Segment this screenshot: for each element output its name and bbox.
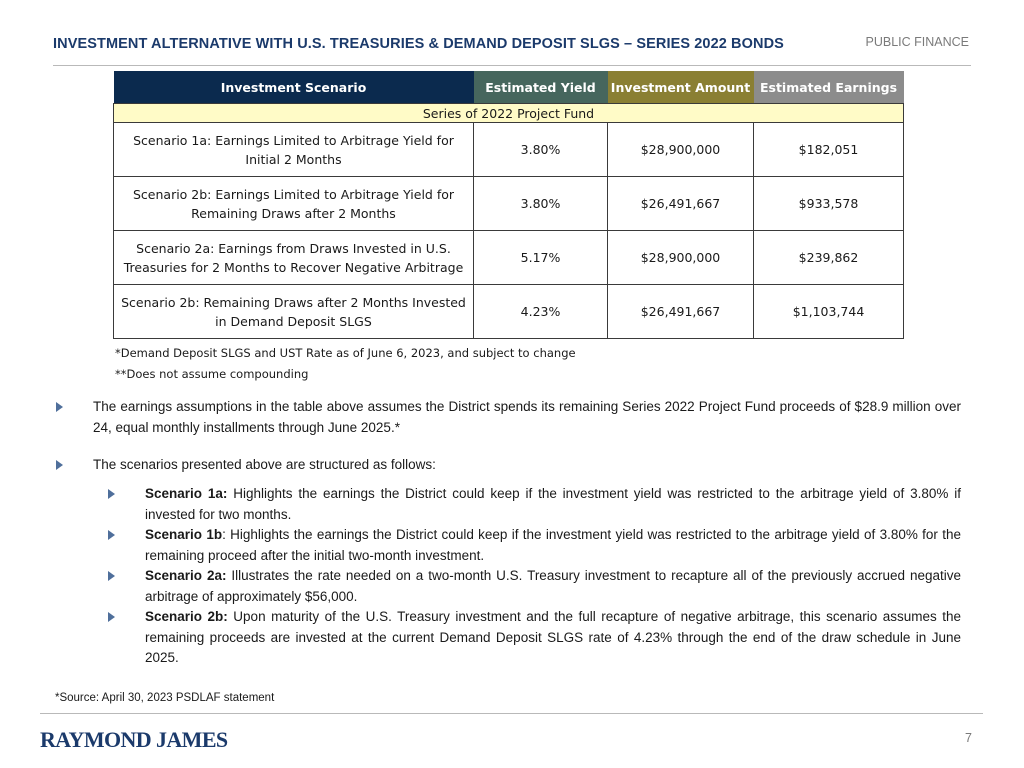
table-row — [114, 123, 904, 177]
amount-cell: $26,491,667 — [608, 285, 754, 339]
sub-bullet-scenario-2a — [145, 566, 961, 607]
amount-cell: $28,900,000 — [608, 123, 754, 177]
scenario-line: Initial 2 Months — [245, 151, 342, 167]
raymond-james-logo: RAYMOND JAMES — [40, 727, 228, 752]
yield-cell: 3.80% — [474, 123, 608, 177]
sub-bullet-arrow-icon — [108, 530, 115, 540]
sub-bullet-scenario-2b — [145, 607, 961, 669]
scenario-line: Scenario 1a: Earnings Limited to Arbitrage Yield for — [133, 132, 454, 148]
earnings-cell: $182,051 — [754, 123, 904, 177]
group-row — [114, 104, 904, 123]
sub-bullet-scenario-1b — [145, 525, 961, 566]
table-header-row — [114, 71, 904, 104]
sub-bullet-label: Scenario 1a: — [145, 486, 228, 501]
scenario-cell — [114, 123, 474, 177]
scenario-line: Scenario 2a: Earnings from Draws Invested in U.S. — [136, 240, 451, 256]
footer-divider — [40, 713, 983, 714]
bullet-arrow-icon — [56, 402, 63, 412]
sub-bullet-text: Illustrates the rate needed on a two-month U.S. Treasury investment to recapture all of the previously accrued negative arbitrage of approximately $56,000. — [145, 568, 961, 604]
sub-bullet-scenario-1a — [145, 484, 961, 525]
header-estimated-yield: Estimated Yield — [474, 71, 608, 104]
yield-cell: 5.17% — [474, 231, 608, 285]
yield-cell: 3.80% — [474, 177, 608, 231]
sub-bullet-arrow-icon — [108, 571, 115, 581]
header-investment-scenario: Investment Scenario — [114, 71, 474, 104]
earnings-cell: $1,103,744 — [754, 285, 904, 339]
scenario-line: Treasuries for 2 Months to Recover Negative Arbitrage — [123, 259, 464, 275]
table-row — [114, 231, 904, 285]
scenario-line: Scenario 2b: Earnings Limited to Arbitrage Yield for — [132, 186, 455, 202]
sub-bullet-label: Scenario 2b: — [145, 609, 228, 624]
sub-bullet-text: Upon maturity of the U.S. Treasury investment and the full recapture of negative arbitrage, this scenario assumes the remaining proceeds are invested at the current Demand Deposit SLGS rate of 4.23% through the end of the draw schedule in June 2025. — [145, 609, 962, 665]
page-number: 7 — [965, 731, 972, 745]
scenario-line: in Demand Deposit SLGS — [215, 313, 372, 329]
bullet-structure-intro: The scenarios presented above are structured as follows: — [93, 457, 436, 472]
section-label: PUBLIC FINANCE — [865, 35, 969, 49]
sub-bullet-arrow-icon — [108, 612, 115, 622]
scenario-line: Scenario 2b: Remaining Draws after 2 Months Invested — [121, 294, 466, 310]
header-divider — [53, 65, 971, 66]
page-title: INVESTMENT ALTERNATIVE WITH U.S. TREASURIES & DEMAND DEPOSIT SLGS – SERIES 2022 BONDS — [53, 36, 784, 52]
earnings-cell: $933,578 — [754, 177, 904, 231]
sub-bullet-label: Scenario 1b — [145, 527, 223, 542]
scenario-cell — [114, 285, 474, 339]
sub-bullet-arrow-icon — [108, 489, 115, 499]
amount-cell: $28,900,000 — [608, 231, 754, 285]
header-estimated-earnings: Estimated Earnings — [754, 71, 904, 104]
amount-cell: $26,491,667 — [608, 177, 754, 231]
table-row — [114, 177, 904, 231]
sub-bullet-label: Scenario 2a: — [145, 568, 227, 583]
table-row — [114, 285, 904, 339]
source-note: *Source: April 30, 2023 PSDLAF statement — [55, 692, 275, 704]
sub-bullet-text: Highlights the earnings the District could keep if the investment yield was restricted to the arbitrage yield of 3.80% if invested for two months. — [145, 486, 961, 522]
footnote-compounding: **Does not assume compounding — [115, 367, 309, 381]
investment-table — [113, 71, 904, 339]
bullet-arrow-icon — [56, 460, 63, 470]
group-label: Series of 2022 Project Fund — [114, 104, 904, 123]
header-investment-amount: Investment Amount — [608, 71, 754, 104]
scenario-cell — [114, 177, 474, 231]
earnings-cell: $239,862 — [754, 231, 904, 285]
yield-cell: 4.23% — [474, 285, 608, 339]
bullet-earnings-assumption: The earnings assumptions in the table above assumes the District spends its remaining Series 2022 Project Fund proceeds of $28.9 million over 24, equal monthly installments through June 2025.* — [93, 399, 961, 435]
footnote-rate: *Demand Deposit SLGS and UST Rate as of June 6, 2023, and subject to change — [115, 346, 576, 360]
scenario-line: Remaining Draws after 2 Months — [191, 205, 396, 221]
sub-bullet-text: : Highlights the earnings the District could keep if the investment yield was restricted to the arbitrage yield of 3.80% for the remaining proceed after the initial two-month investment. — [145, 527, 961, 563]
scenario-cell — [114, 231, 474, 285]
